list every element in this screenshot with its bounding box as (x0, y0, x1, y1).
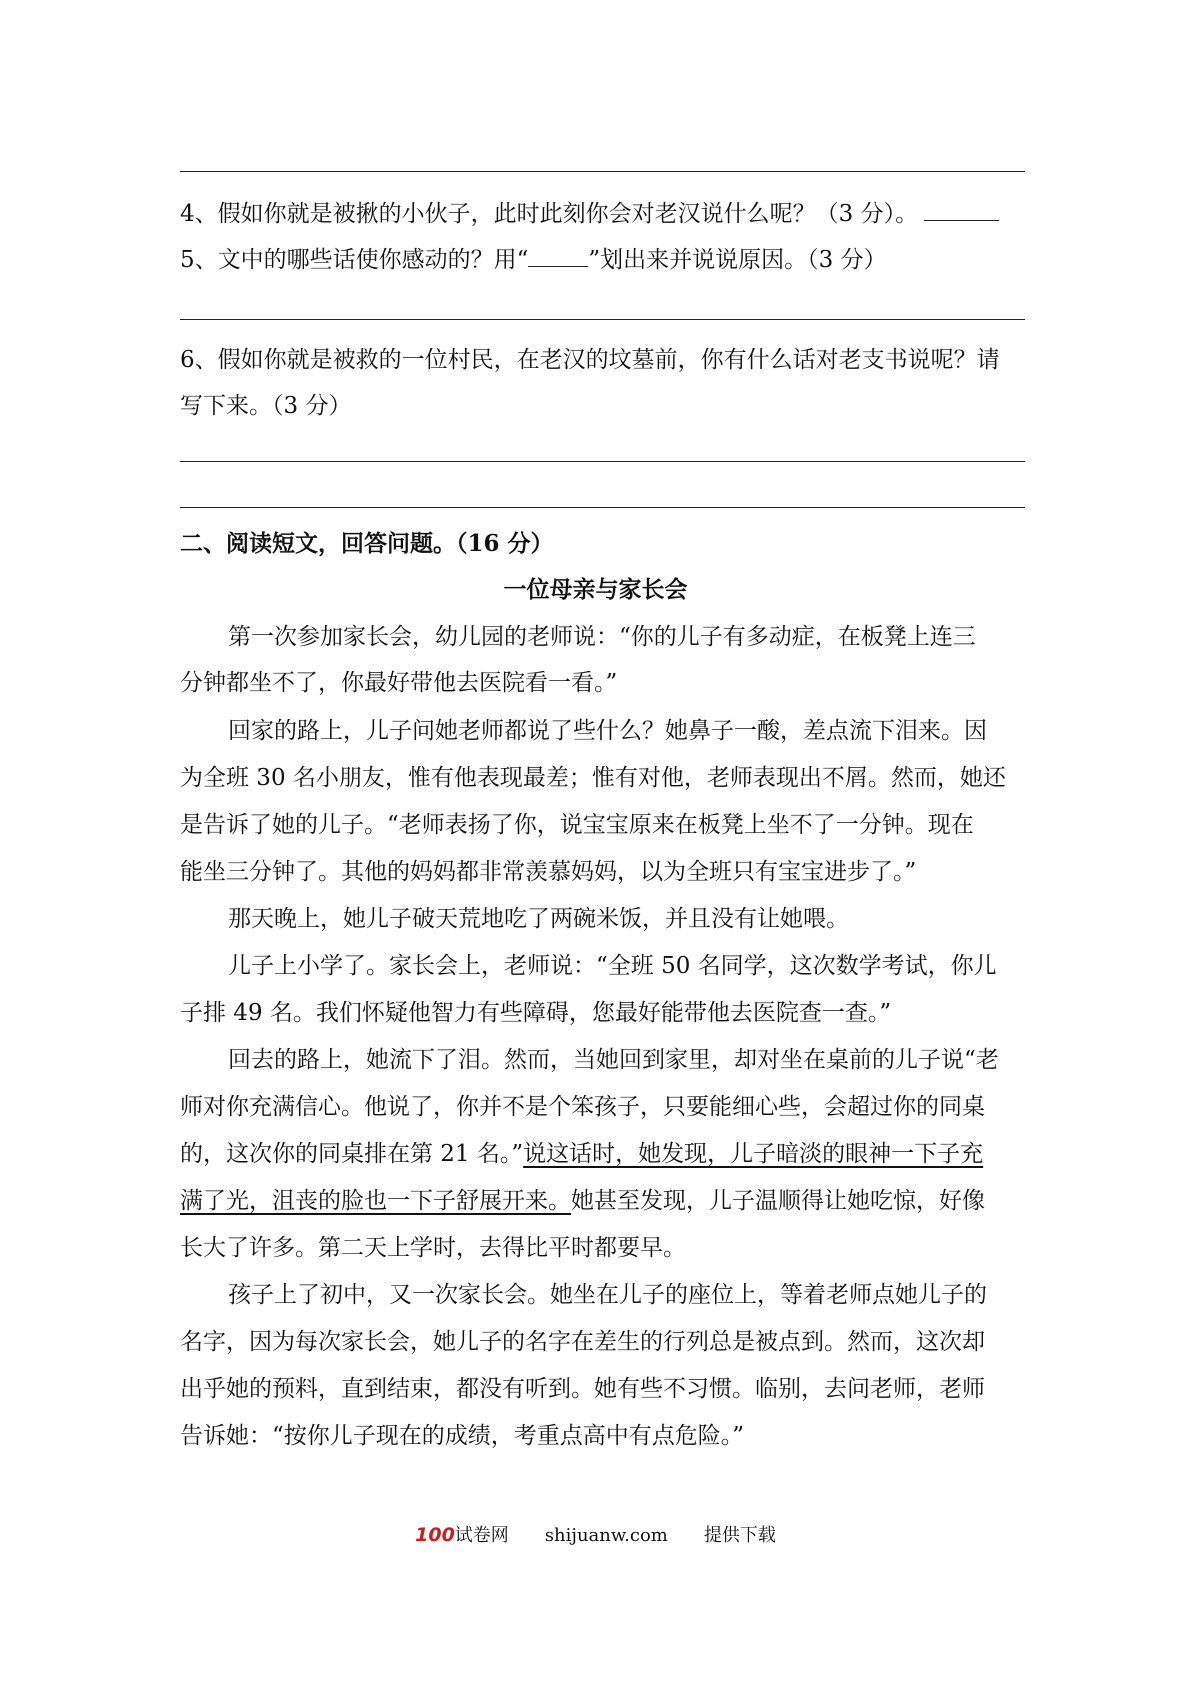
answer-line[interactable] (180, 461, 1025, 462)
question-5 (180, 245, 1025, 275)
section-heading: 二、阅读短文，回答问题。（16 分） (180, 530, 554, 557)
logo-text: 试卷网 (454, 1525, 509, 1546)
paragraph-5-line-4-text: 她甚至发现，儿子温顺得让她吃惊，好像 (571, 1188, 985, 1214)
answer-line[interactable] (180, 319, 1025, 320)
question-4 (180, 199, 1025, 229)
logo-icon: 100 (415, 1524, 455, 1546)
paragraph-6-line-1: 孩子上了初中，又一次家长会。她坐在儿子的座位上，等着老师点她儿子的 (228, 1282, 987, 1308)
paragraph-5-line-5: 长大了许多。第二天上学时，去得比平时都要早。 (180, 1235, 686, 1261)
footer (0, 1522, 1191, 1549)
underlined-sentence-part-1: 说这话时，她发现，儿子暗淡的眼神一下子充 (523, 1141, 984, 1167)
passage-title: 一位母亲与家长会 (503, 576, 688, 603)
underlined-sentence-part-2: 满了光，沮丧的脸也一下子舒展开来。 (180, 1188, 571, 1214)
paragraph-1-line-1: 第一次参加家长会，幼儿园的老师说：“你的儿子有多动症，在板凳上连三 (228, 624, 976, 650)
answer-line[interactable] (180, 507, 1025, 508)
paragraph-5-line-3 (180, 1139, 1025, 1169)
paragraph-2-line-1: 回家的路上，儿子问她老师都说了些什么？她鼻子一酸，差点流下泪来。因 (228, 718, 987, 744)
site-link[interactable]: shijuanw.com (544, 1525, 668, 1546)
question-4-text: 4、假如你就是被揪的小伙子，此时此刻你会对老汉说什么呢？（3 分）。 (180, 201, 919, 227)
paragraph-1-line-2: 分钟都坐不了，你最好带他去医院看一看。” (180, 670, 618, 696)
download-note: 提供下载 (703, 1525, 776, 1546)
paragraph-5-line-2: 师对你充满信心。他说了，你并不是个笨孩子，只要能细心些，会超过你的同桌 (180, 1094, 985, 1120)
paragraph-6-line-4: 告诉她：“按你儿子现在的成绩，考重点高中有点危险。” (180, 1423, 745, 1449)
question-6-line-1: 6、假如你就是被救的一位村民，在老汉的坟墓前，你有什么话对老支书说呢？请 (180, 347, 1000, 373)
paragraph-5-line-3-text: 的，这次你的同桌排在第 21 名。” (180, 1141, 524, 1167)
paragraph-2-line-2: 为全班 30 名小朋友，惟有他表现最差；惟有对他，老师表现出不屑。然而，她还 (180, 765, 1006, 791)
question-5-text-after: ”划出来并说说原因。（3 分） (588, 247, 887, 273)
paragraph-5-line-1: 回去的路上，她流下了泪。然而，当她回到家里，却对坐在桌前的儿子说“老 (228, 1047, 999, 1073)
paragraph-2-line-3: 是告诉了她的儿子。“老师表扬了你，说宝宝原来在板凳上坐不了一分钟。现在 (180, 812, 974, 838)
paragraph-3-line-1: 那天晚上，她儿子破天荒地吃了两碗米饭，并且没有让她喂。 (228, 906, 849, 932)
paragraph-2-line-4: 能坐三分钟了。其他的妈妈都非常羡慕妈妈，以为全班只有宝宝进步了。” (180, 859, 917, 885)
paragraph-6-line-3: 出乎她的预料，直到结束，都没有听到。她有些不习惯。临别，去问老师，老师 (180, 1376, 985, 1402)
answer-line[interactable] (180, 171, 1025, 172)
paragraph-4-line-2: 子排 49 名。我们怀疑他智力有些障碍，您最好能带他去医院查一查。” (180, 1000, 892, 1026)
question-6-line-2: 写下来。（3 分） (180, 393, 352, 419)
question-5-text-before: 5、文中的哪些话使你感动的？用“ (180, 247, 529, 273)
question-4-answer-blank[interactable] (924, 200, 999, 221)
paragraph-6-line-2: 名字，因为每次家长会，她儿子的名字在差生的行列总是被点到。然而，这次却 (180, 1329, 985, 1355)
paragraph-5-line-4 (180, 1186, 1025, 1216)
paragraph-4-line-1: 儿子上小学了。家长会上，老师说：“全班 50 名同学，这次数学考试，你儿 (228, 953, 997, 979)
question-5-inline-blank (528, 246, 588, 267)
